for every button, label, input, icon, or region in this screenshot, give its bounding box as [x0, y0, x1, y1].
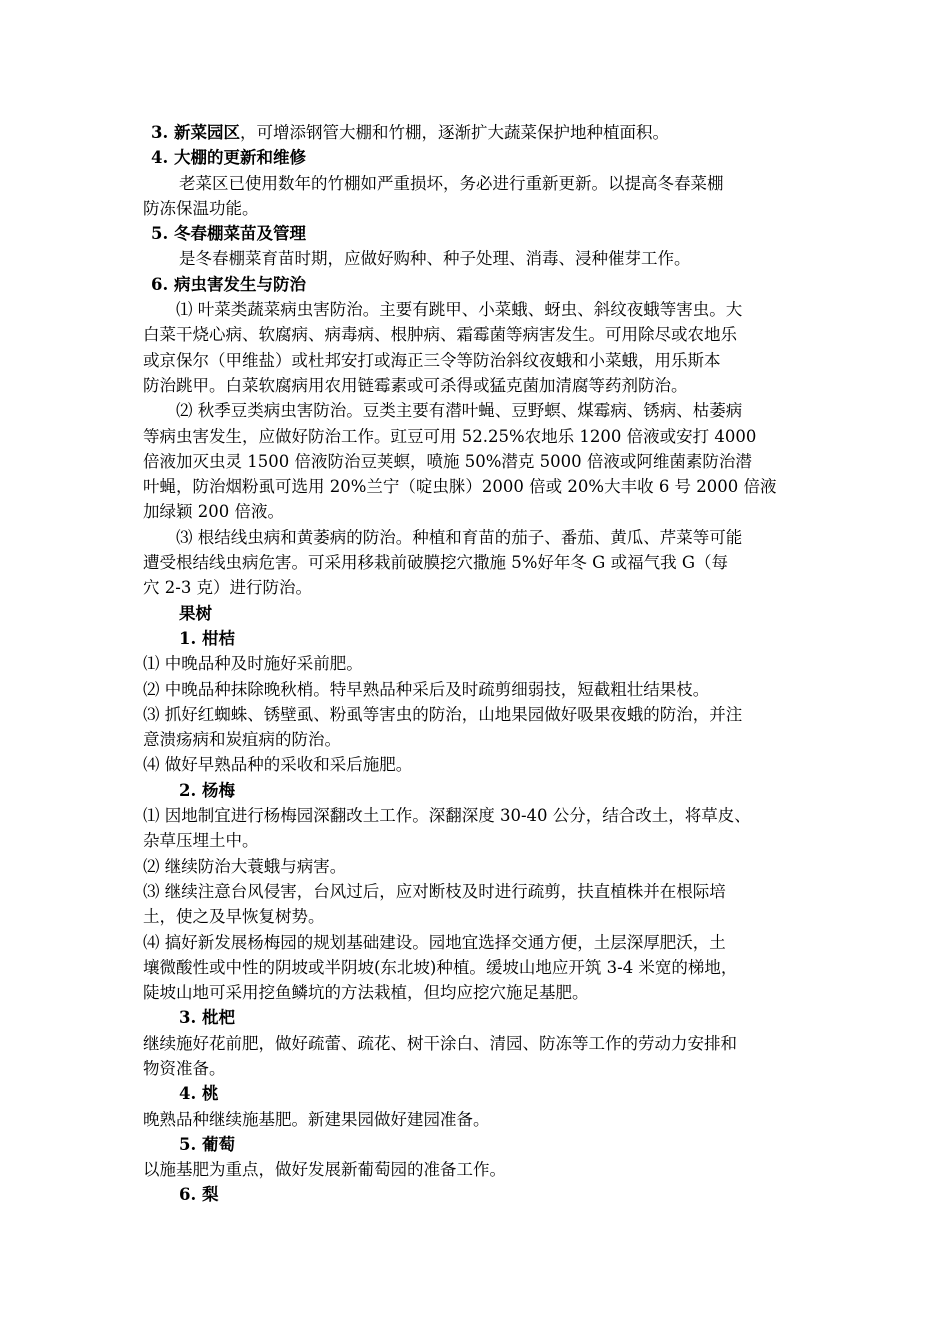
heading-text: 2. 杨梅	[179, 780, 235, 800]
text-line	[143, 398, 811, 423]
body-text: ⑴ 叶菜类蔬菜病虫害防治。主要有跳甲、小菜蛾、蚜虫、斜纹夜蛾等害虫。大	[176, 300, 743, 320]
text-line	[143, 677, 811, 702]
text-line	[143, 1157, 811, 1182]
text-line	[143, 424, 811, 449]
heading-text: 6. 病虫害发生与防治	[151, 274, 306, 294]
body-text: 叶蝇，防治烟粉虱可选用 20%兰宁（啶虫脒）2000 倍或 20%大丰收 6 号 2000 倍液	[143, 477, 777, 497]
body-text: 陡坡山地可采用挖鱼鳞坑的方法栽植，但均应挖穴施足基肥。	[143, 983, 589, 1003]
body-text: ⑷ 做好早熟品种的采收和采后施肥。	[143, 755, 413, 775]
text-line	[143, 1031, 811, 1056]
heading-text: 4. 桃	[179, 1084, 219, 1104]
body-text: 壤微酸性或中性的阴坡或半阴坡(东北坡)种植。缓坡山地应开筑 3-4 米宽的梯地，	[143, 957, 738, 977]
text-line	[143, 980, 811, 1005]
body-text: ⑵ 继续防治大蓑蛾与病害。	[143, 856, 347, 876]
body-text: 老菜区已使用数年的竹棚如严重损坏，务必进行重新更新。以提高冬春菜棚	[179, 173, 724, 193]
text-line	[143, 474, 811, 499]
text-line	[143, 930, 811, 955]
heading-text: 5. 冬春棚菜苗及管理	[151, 224, 306, 244]
heading-text: 3. 枇杷	[179, 1008, 235, 1028]
text-line	[143, 778, 811, 803]
text-line	[143, 322, 811, 347]
body-text: ⑵ 中晚品种抹除晚秋梢。特早熟品种采后及时疏剪细弱技，短截粗壮结果枝。	[143, 679, 710, 699]
body-text: 是冬春棚菜育苗时期，应做好购种、种子处理、消毒、浸种催芽工作。	[179, 249, 691, 269]
text-line	[143, 1107, 811, 1132]
text-line	[143, 145, 811, 170]
body-text: ，可增添钢管大棚和竹棚，逐渐扩大蔬菜保护地种植面积。	[239, 123, 669, 142]
heading-text: 1. 柑桔	[179, 628, 235, 648]
body-text: 穴 2-3 克）进行防治。	[143, 578, 313, 598]
body-text: ⑷ 搞好新发展杨梅园的规划基础建设。园地宜选择交通方便，土层深厚肥沃，土	[143, 932, 726, 952]
body-text: 意溃疡病和炭疽病的防治。	[143, 730, 341, 750]
heading-text: 6. 梨	[179, 1185, 219, 1205]
body-text: ⑶ 根结线虫病和黄萎病的防治。种植和育苗的茄子、番茄、黄瓜、芹菜等可能	[176, 527, 743, 547]
text-line	[143, 550, 811, 575]
body-text: 或京保尔（甲维盐）或杜邦安打或海正三令等防治斜纹夜蛾和小菜蛾，用乐斯本	[143, 350, 721, 370]
body-text: 晚熟品种继续施基肥。新建果园做好建园准备。	[143, 1109, 490, 1129]
body-text: 白菜干烧心病、软腐病、病毒病、根肿病、霜霉菌等病害发生。可用除尽或农地乐	[143, 325, 737, 345]
body-text: 土，使之及早恢复树势。	[143, 907, 325, 927]
text-line	[143, 221, 811, 246]
text-line	[143, 727, 811, 752]
text-line	[143, 1056, 811, 1081]
heading-text: 3. 新菜园区	[151, 123, 240, 142]
text-line	[143, 1081, 811, 1106]
body-text: ⑵ 秋季豆类病虫害防治。豆类主要有潜叶蝇、豆野螟、煤霉病、锈病、枯萎病	[176, 401, 743, 421]
text-line	[143, 955, 811, 980]
text-line	[143, 626, 811, 651]
body-text: 防治跳甲。白菜软腐病用农用链霉素或可杀得或猛克菌加清腐等药剂防治。	[143, 375, 688, 395]
body-text: 继续施好花前肥，做好疏蕾、疏花、树干涂白、清园、防冻等工作的劳动力安排和	[143, 1033, 737, 1053]
text-line	[143, 373, 811, 398]
heading-text: 5. 葡萄	[179, 1134, 235, 1154]
text-line	[143, 879, 811, 904]
body-text: 倍液加灭虫灵 1500 倍液防治豆荚螟，喷施 50%潜克 5000 倍液或阿维菌素防治潜	[143, 451, 752, 471]
text-line	[143, 297, 811, 322]
text-line	[143, 1132, 811, 1157]
text-line	[143, 803, 811, 828]
body-text: 杂草压埋土中。	[143, 831, 259, 851]
text-line	[143, 1005, 811, 1030]
body-text: 遭受根结线虫病危害。可采用移栽前破膜挖穴撒施 5%好年冬 G 或福气我 G（每	[143, 553, 729, 573]
body-text: 等病虫害发生，应做好防治工作。豇豆可用 52.25%农地乐 1200 倍液或安打 4000	[143, 426, 757, 446]
text-line	[143, 499, 811, 524]
text-line	[143, 196, 811, 221]
text-line	[143, 601, 811, 626]
text-line	[143, 752, 811, 777]
text-line	[143, 171, 811, 196]
text-line	[143, 651, 811, 676]
text-line	[143, 348, 811, 373]
text-line	[143, 449, 811, 474]
text-line	[143, 120, 811, 145]
heading-text: 果树	[179, 603, 212, 623]
text-line	[143, 272, 811, 297]
document-page	[143, 120, 811, 1208]
body-text: ⑶ 抓好红蜘蛛、锈壁虱、粉虱等害虫的防治，山地果园做好吸果夜蛾的防治，并注	[143, 704, 743, 724]
text-line	[143, 246, 811, 271]
body-text: ⑶ 继续注意台风侵害，台风过后，应对断枝及时进行疏剪，扶直植株并在根际培	[143, 881, 726, 901]
body-text: 防冻保温功能。	[143, 198, 259, 218]
text-line	[143, 525, 811, 550]
body-text: 加绿颖 200 倍液。	[143, 502, 284, 522]
text-line	[143, 575, 811, 600]
text-line	[143, 828, 811, 853]
text-line	[143, 702, 811, 727]
body-text: ⑴ 因地制宜进行杨梅园深翻改土工作。深翻深度 30-40 公分，结合改土，将草皮、	[143, 806, 751, 826]
text-line	[143, 1182, 811, 1207]
text-line	[143, 904, 811, 929]
body-text: ⑴ 中晚品种及时施好采前肥。	[143, 654, 363, 674]
heading-text: 4. 大棚的更新和维修	[151, 148, 306, 168]
body-text: 物资准备。	[143, 1058, 226, 1078]
text-line	[143, 854, 811, 879]
body-text: 以施基肥为重点，做好发展新葡萄园的准备工作。	[143, 1160, 506, 1180]
